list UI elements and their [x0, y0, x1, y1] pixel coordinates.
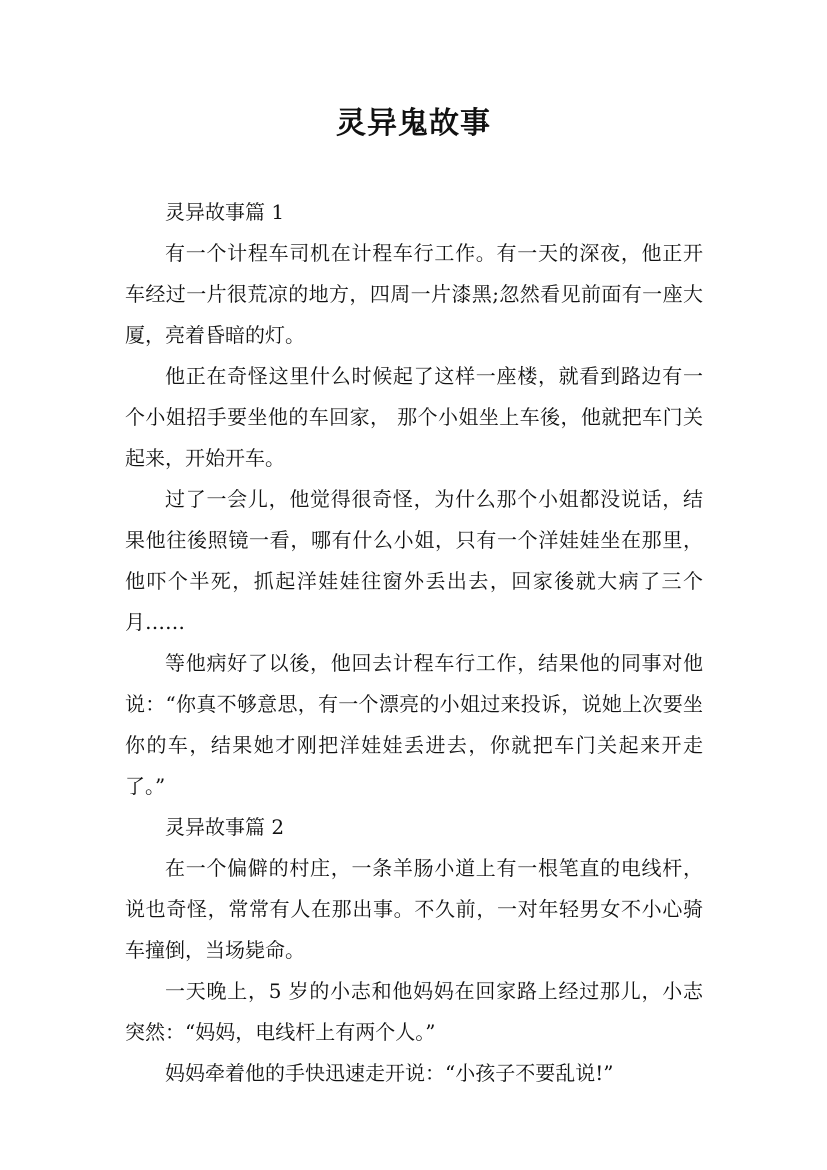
paragraph: 一天晚上，5 岁的小志和他妈妈在回家路上经过那儿，小志突然：“妈妈，电线杆上有两个人。” [125, 979, 703, 1044]
paragraph: 过了一会儿，他觉得很奇怪，为什么那个小姐都没说话，结果他往後照镜一看，哪有什么小姐，只有一个洋娃娃坐在那里，他吓个半死，抓起洋娃娃往窗外丢出去，回家後就大病了三个月…… [125, 487, 703, 634]
document-body [125, 192, 703, 1094]
paragraph: 等他病好了以後，他回去计程车行工作，结果他的同事对他说：“你真不够意思，有一个漂亮的小姐过来投诉，说她上次要坐你的车，结果她才刚把洋娃娃丢进去，你就把车门关起来开走了。” [125, 651, 703, 798]
document-title: 灵异鬼故事 [336, 106, 491, 141]
story-1-heading: 灵异故事篇 1 [165, 200, 285, 224]
paragraph: 在一个偏僻的村庄，一条羊肠小道上有一根笔直的电线杆，说也奇怪，常常有人在那出事。不久前，一对年轻男女不小心骑车撞倒，当场毙命。 [125, 856, 703, 962]
story-2-heading: 灵异故事篇 2 [165, 815, 285, 839]
paragraph: 有一个计程车司机在计程车行工作。有一天的深夜，他正开车经过一片很荒凉的地方，四周一片漆黑;忽然看见前面有一座大厦，亮着昏暗的灯。 [125, 241, 703, 347]
paragraph: 他正在奇怪这里什么时候起了这样一座楼，就看到路边有一个小姐招手要坐他的车回家， 那个小姐坐上车後，他就把车门关起来，开始开车。 [125, 364, 703, 470]
paragraph: 妈妈牵着他的手快迅速走开说：“小孩子不要乱说!” [165, 1061, 614, 1085]
